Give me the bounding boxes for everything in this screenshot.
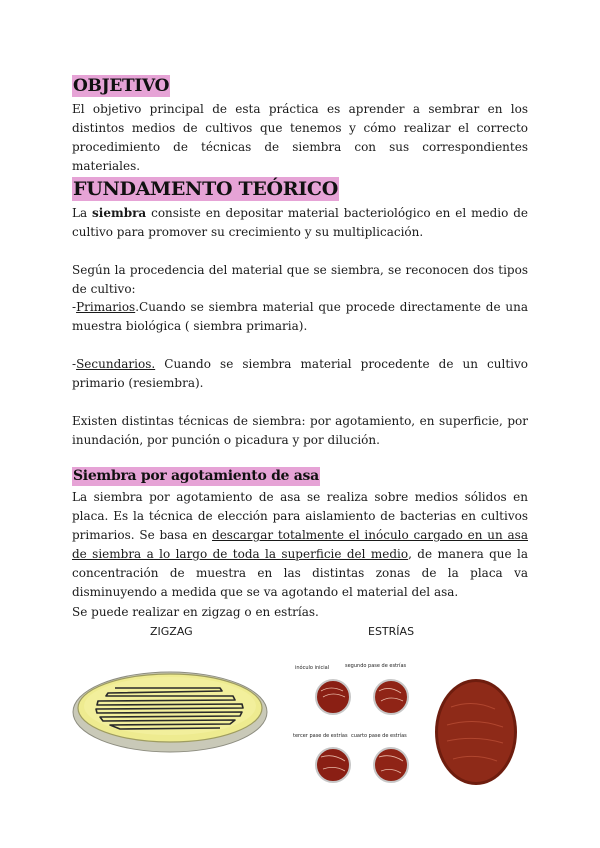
heading-objetivo: OBJETIVO bbox=[73, 76, 170, 96]
estrias-plates-figure bbox=[291, 657, 431, 792]
objetivo-paragraph: El objetivo principal de esta práctica es aprender a sembrar en los distintos medios de cultivos que tenemos y cómo realizar el correcto procedimiento de técnicas de siembra con sus correspondientes materiales. bbox=[72, 102, 528, 173]
label-cuarto: cuarto pase de estrías bbox=[351, 733, 407, 739]
fundamento-paragraph-2: Según la procedencia del material que se siembra, se reconocen dos tipos de cultivo: bbox=[72, 263, 528, 296]
caption-zigzag: ZIGZAG bbox=[150, 625, 193, 638]
siembra-term: siembra bbox=[92, 206, 147, 220]
label-tercer: tercer pase de estrías bbox=[293, 733, 348, 739]
heading-fundamento-teorico: FUNDAMENTO TEÓRICO bbox=[73, 178, 338, 200]
zigzag-intro: Se puede realizar en zigzag o en estrías. bbox=[72, 605, 319, 619]
heading-siembra-agotamiento: Siembra por agotamiento de asa bbox=[73, 468, 319, 484]
primarios-label: Primarios bbox=[76, 300, 136, 314]
secundarios-label: Secundarios. bbox=[76, 357, 156, 371]
secundarios-paragraph: -Secundarios. Cuando se siembra material procedente de un cultivo primario (resiembra). bbox=[72, 357, 528, 390]
zigzag-petri-dish-figure bbox=[70, 660, 270, 760]
large-agar-plate-figure bbox=[433, 677, 519, 787]
fundamento-paragraph-1: La siembra consiste en depositar material bacteriológico en el medio de cultivo para promover su crecimiento y su multiplicación. bbox=[72, 206, 529, 239]
label-inoculo: inóculo inicial bbox=[295, 665, 330, 671]
caption-estrias: ESTRÍAS bbox=[368, 625, 415, 638]
primarios-paragraph: -Primarios.Cuando se siembra material que procede directamente de una muestra biológica ( siembra primaria). bbox=[72, 300, 528, 333]
label-segundo: segundo pase de estrías bbox=[345, 663, 407, 669]
agotamiento-paragraph: La siembra por agotamiento de asa se realiza sobre medios sólidos en placa. Es la técnica de elección para aislamiento de bacterias en cultivos primarios. Se basa en descargar totalmente el inóculo cargado en un asa de siembra a lo largo de toda la superficie del medio, de manera que la concentración de muestra en las distintas zonas de la placa va disminuyendo a medida que se va agotando el material del asa. bbox=[72, 490, 528, 599]
agotamiento-underlined: descargar totalmente el inóculo cargado en un asa de siembra a lo largo de toda la superficie del medio bbox=[72, 528, 528, 561]
tecnicas-paragraph: Existen distintas técnicas de siembra: por agotamiento, en superficie, por inundación, por punción o picadura y por dilución. bbox=[72, 414, 528, 447]
